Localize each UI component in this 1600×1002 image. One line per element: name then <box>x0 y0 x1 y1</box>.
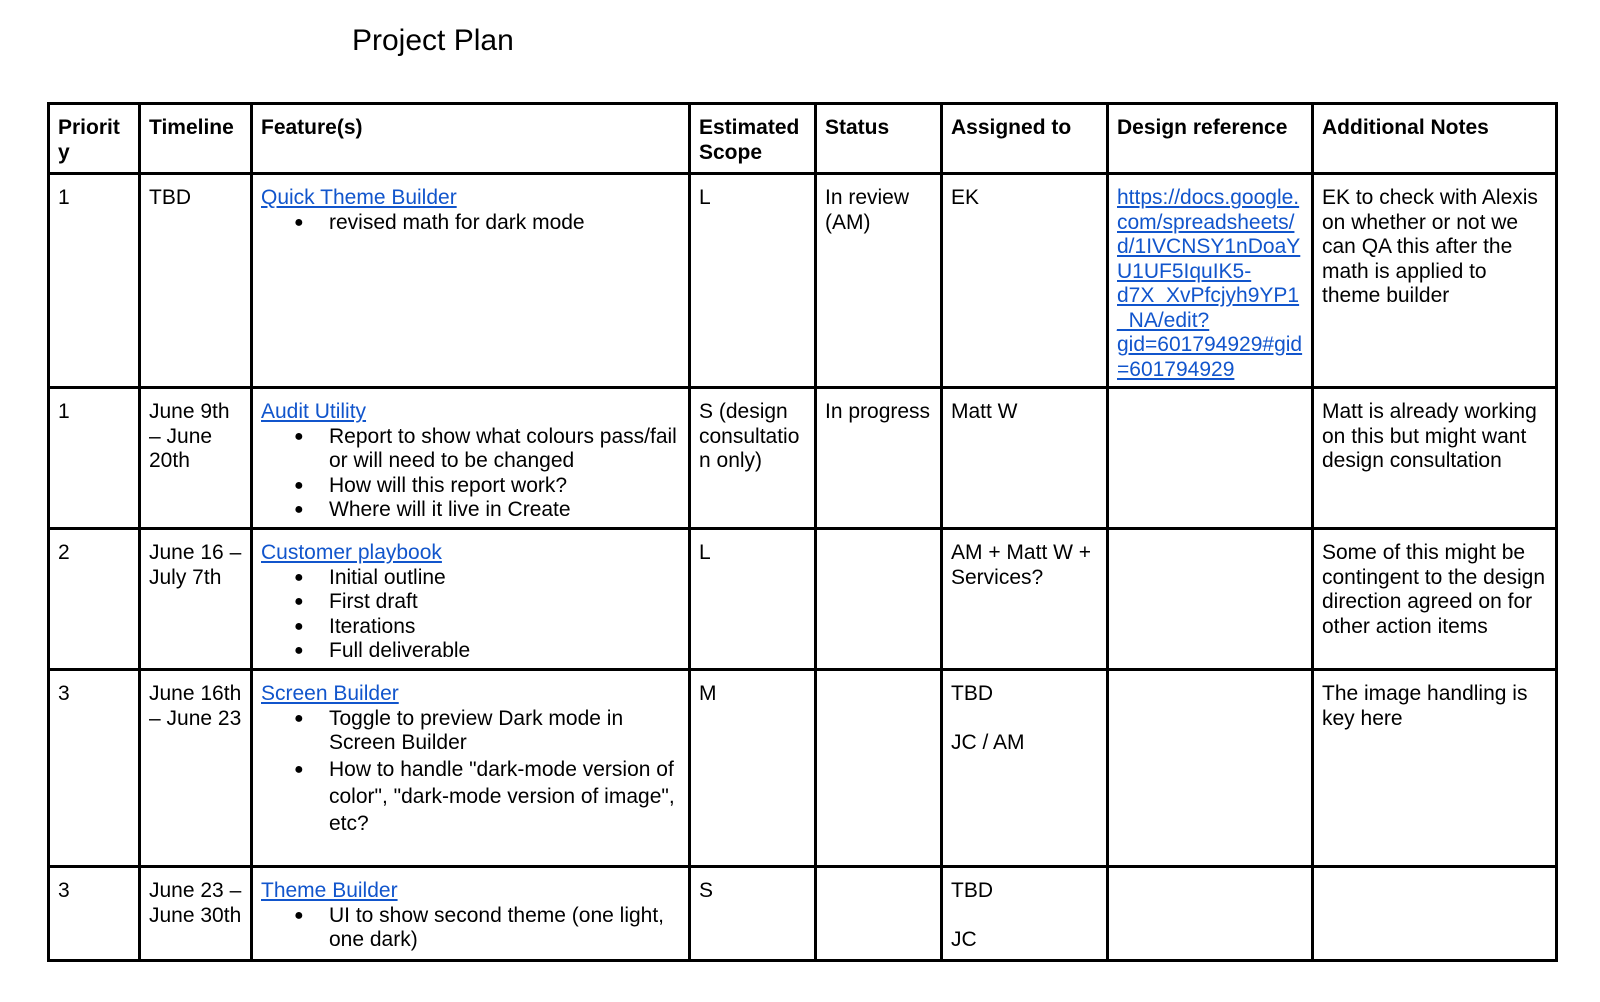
status-cell: In review (AM) <box>816 174 942 388</box>
feature-link[interactable]: Screen Builder <box>261 682 399 705</box>
status-cell <box>816 529 942 670</box>
design-reference-cell <box>1108 867 1313 961</box>
design-reference-cell <box>1108 529 1313 670</box>
assigned-cell <box>942 670 1108 867</box>
status-cell: In progress <box>816 388 942 529</box>
feature-bullet-list <box>261 904 680 953</box>
table-row <box>49 529 1557 670</box>
header-additional-notes: Additional Notes <box>1313 104 1557 174</box>
timeline-cell: TBD <box>140 174 252 388</box>
scope-cell: S (design consultation only) <box>690 388 816 529</box>
priority-cell: 3 <box>49 670 140 867</box>
notes-cell <box>1313 867 1557 961</box>
assigned-primary: TBD <box>951 682 993 705</box>
feature-bullet-list <box>261 566 680 664</box>
assigned-secondary: JC / AM <box>951 730 1025 754</box>
header-priority: Priority <box>49 104 140 174</box>
table-row <box>49 174 1557 388</box>
list-item: ● Full deliverable <box>329 639 680 664</box>
feature-cell <box>252 529 690 670</box>
feature-cell <box>252 670 690 867</box>
scope-cell: L <box>690 174 816 388</box>
header-estimated-scope: Estimated Scope <box>690 104 816 174</box>
list-item: ● How to handle "dark-mode version of color", "dark-mode version of image", etc? <box>329 756 680 837</box>
assigned-cell: Matt W <box>942 388 1108 529</box>
scope-cell: M <box>690 670 816 867</box>
feature-bullet-list <box>261 425 680 523</box>
feature-link[interactable]: Theme Builder <box>261 879 398 902</box>
priority-cell: 2 <box>49 529 140 670</box>
header-assigned-to: Assigned to <box>942 104 1108 174</box>
assigned-cell: AM + Matt W + Services? <box>942 529 1108 670</box>
feature-link[interactable]: Customer playbook <box>261 541 442 564</box>
assigned-primary: TBD <box>951 879 993 902</box>
design-reference-cell <box>1108 670 1313 867</box>
header-timeline: Timeline <box>140 104 252 174</box>
status-cell <box>816 867 942 961</box>
header-status: Status <box>816 104 942 174</box>
list-item: ● UI to show second theme (one light, one dark) <box>329 904 680 953</box>
scope-cell: S <box>690 867 816 961</box>
notes-cell: Some of this might be contingent to the design direction agreed on for other action items <box>1313 529 1557 670</box>
feature-cell <box>252 867 690 961</box>
feature-link[interactable]: Audit Utility <box>261 400 367 423</box>
header-design-reference: Design reference <box>1108 104 1313 174</box>
project-plan-table <box>47 102 1558 962</box>
timeline-cell: June 16th – June 23 <box>140 670 252 867</box>
list-item: ● Iterations <box>329 615 680 640</box>
list-item: ● First draft <box>329 590 680 615</box>
list-item: ● Where will it live in Create <box>329 498 680 523</box>
table-row <box>49 670 1557 867</box>
header-row <box>49 104 1557 174</box>
header-features: Feature(s) <box>252 104 690 174</box>
status-cell <box>816 670 942 867</box>
timeline-cell: June 16 – July 7th <box>140 529 252 670</box>
feature-bullet-list <box>261 707 680 837</box>
timeline-cell: June 9th – June 20th <box>140 388 252 529</box>
assigned-cell <box>942 867 1108 961</box>
feature-cell <box>252 174 690 388</box>
feature-link[interactable]: Quick Theme Builder <box>261 186 457 209</box>
list-item: ● revised math for dark mode <box>329 211 680 236</box>
priority-cell: 3 <box>49 867 140 961</box>
priority-cell: 1 <box>49 174 140 388</box>
feature-bullet-list <box>261 211 680 236</box>
list-item: ● Report to show what colours pass/fail or will need to be changed <box>329 425 680 474</box>
assigned-secondary: JC <box>951 927 977 951</box>
scope-cell: L <box>690 529 816 670</box>
document-title: Project Plan <box>352 24 514 57</box>
table-row <box>49 867 1557 961</box>
notes-cell: The image handling is key here <box>1313 670 1557 867</box>
notes-cell: Matt is already working on this but might want design consultation <box>1313 388 1557 529</box>
list-item: ● Toggle to preview Dark mode in Screen Builder <box>329 707 680 756</box>
list-item: ● How will this report work? <box>329 474 680 499</box>
timeline-cell: June 23 – June 30th <box>140 867 252 961</box>
feature-cell <box>252 388 690 529</box>
notes-cell: EK to check with Alexis on whether or not we can QA this after the math is applied to theme builder <box>1313 174 1557 388</box>
design-reference-cell <box>1108 174 1313 388</box>
table-row <box>49 388 1557 529</box>
design-reference-cell <box>1108 388 1313 529</box>
list-item: ● Initial outline <box>329 566 680 591</box>
assigned-cell: EK <box>942 174 1108 388</box>
priority-cell: 1 <box>49 388 140 529</box>
design-reference-link[interactable]: https://docs.google.com/spreadsheets/d/1IVCNSY1nDoaYU1UF5IquIK5-d7X_XvPfcjyh9YP1_NA/edit?gid=601794929#gid=601794929 <box>1117 186 1303 381</box>
